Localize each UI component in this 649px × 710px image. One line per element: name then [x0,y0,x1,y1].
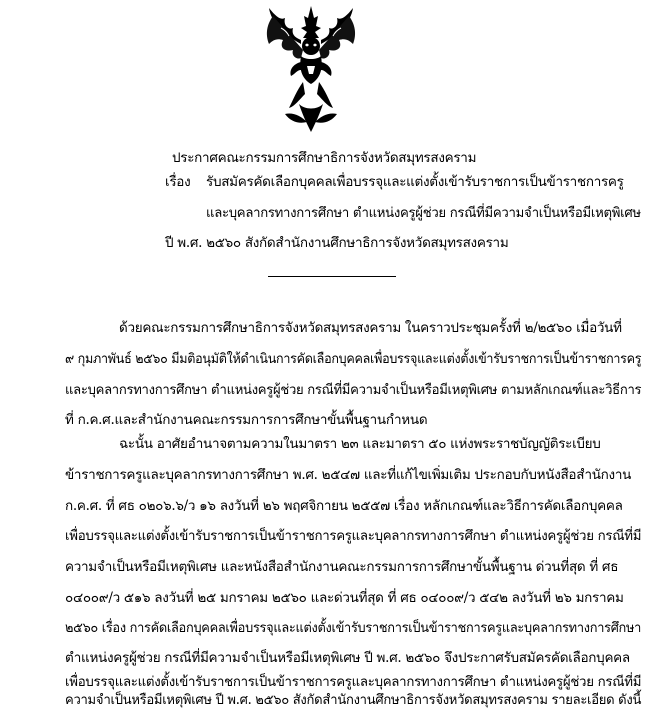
paragraph-2-line-9: เพื่อบรรจุและแต่งตั้งเข้ารับราชการเป็นข้าราชการครูและบุคลากรทางการศึกษา ตำแหน่งครูผู้ช่วย กรณีที่มี [65,674,642,690]
paragraph-2-line-4: เพื่อบรรจุและแต่งตั้งเข้ารับราชการเป็นข้าราชการครูและบุคลากรทางการศึกษา ตำแหน่งครูผู้ช่วย กรณีที่มี [65,528,642,544]
paragraph-2-line-7: ๒๕๖๐ เรื่อง การคัดเลือกบุคคลเพื่อบรรจุและแต่งตั้งเข้ารับราชการเป็นข้าราชการครูและบุคลากรทางการศึกษา [65,620,642,636]
paragraph-2-line-2: ข้าราชการครูและบุคลากรทางการศึกษา พ.ศ. ๒๕๔๗ และที่แก้ไขเพิ่มเติม ประกอบกับหนังสือสำนักงาน [65,467,632,483]
paragraph-2-line-10: ความจำเป็นหรือมีเหตุพิเศษ ปี พ.ศ. ๒๕๖๐ สังกัดสำนักงานศึกษาธิการจังหวัดสมุทรสงคราม รายละเอียด ดังนี้ [65,692,642,708]
paragraph-1-line-1: ด้วยคณะกรรมการศึกษาธิการจังหวัดสมุทรสงคราม ในคราวประชุมครั้งที่ ๒/๒๕๖๐ เมื่อวันที่ [119,320,622,336]
paragraph-2-line-5: ความจำเป็นหรือมีเหตุพิเศษ และหนังสือสำนักงานคณะกรรมการการศึกษาขั้นพื้นฐาน ด่วนที่สุด ที่ ศธ [65,559,619,575]
subject-line-1: รับสมัครคัดเลือกบุคคลเพื่อบรรจุและแต่งตั้งเข้ารับราชการเป็นข้าราชการครู [206,174,624,190]
paragraph-1-line-2: ๙ กุมภาพันธ์ ๒๕๖๐ มีมติอนุมัติให้ดำเนินการคัดเลือกบุคคลเพื่อบรรจุและแต่งตั้งเข้ารับราชการเป็นข้าราชการครู [65,351,642,367]
subject-label: เรื่อง [165,174,191,190]
paragraph-2-line-8: ตำแหน่งครูผู้ช่วย กรณีที่มีความจำเป็นหรือมีเหตุพิเศษ ปี พ.ศ. ๒๕๖๐ จึงประกาศรับสมัครคัดเลือกบุคคล [65,650,630,666]
subject-line-2: และบุคลากรทางการศึกษา ตำแหน่งครูผู้ช่วย กรณีที่มีความจำเป็นหรือมีเหตุพิเศษ [206,205,641,221]
header-divider [268,276,396,277]
paragraph-1-line-4: ที่ ก.ค.ศ.และสำนักงานคณะกรรมการการศึกษาขั้นพื้นฐานกำหนด [65,412,428,428]
subject-line-3: ปี พ.ศ. ๒๕๖๐ สังกัดสำนักงานศึกษาธิการจังหวัดสมุทรสงคราม [165,235,509,251]
paragraph-2-line-1: ฉะนั้น อาศัยอำนาจตามความในมาตรา ๒๓ และมาตรา ๕๐ แห่งพระราชบัญญัติระเบียบ [119,436,601,452]
paragraph-2-line-3: ก.ค.ศ. ที่ ศธ ๐๒๐๖.๖/ว ๑๖ ลงวันที่ ๒๖ พฤศจิกายน ๒๕๕๗ เรื่อง หลักเกณฑ์และวิธีการคัดเลือกบุคคล [65,498,623,514]
paragraph-1-line-3: และบุคลากรทางการศึกษา ตำแหน่งครูผู้ช่วย กรณีที่มีความจำเป็นหรือมีเหตุพิเศษ ตามหลักเกณฑ์และวิธีการ [65,382,642,398]
paragraph-2-line-6: ๐๔๐๐๙/ว ๕๑๖ ลงวันที่ ๒๕ มกราคม ๒๕๖๐ และด่วนที่สุด ที่ ศธ ๐๔๐๐๙/ว ๕๔๒ ลงวันที่ ๒๖ มกราคม [65,590,624,606]
announcement-issuer: ประกาศคณะกรรมการศึกษาธิการจังหวัดสมุทรสงคราม [172,150,477,166]
garuda-emblem-icon [263,4,359,134]
